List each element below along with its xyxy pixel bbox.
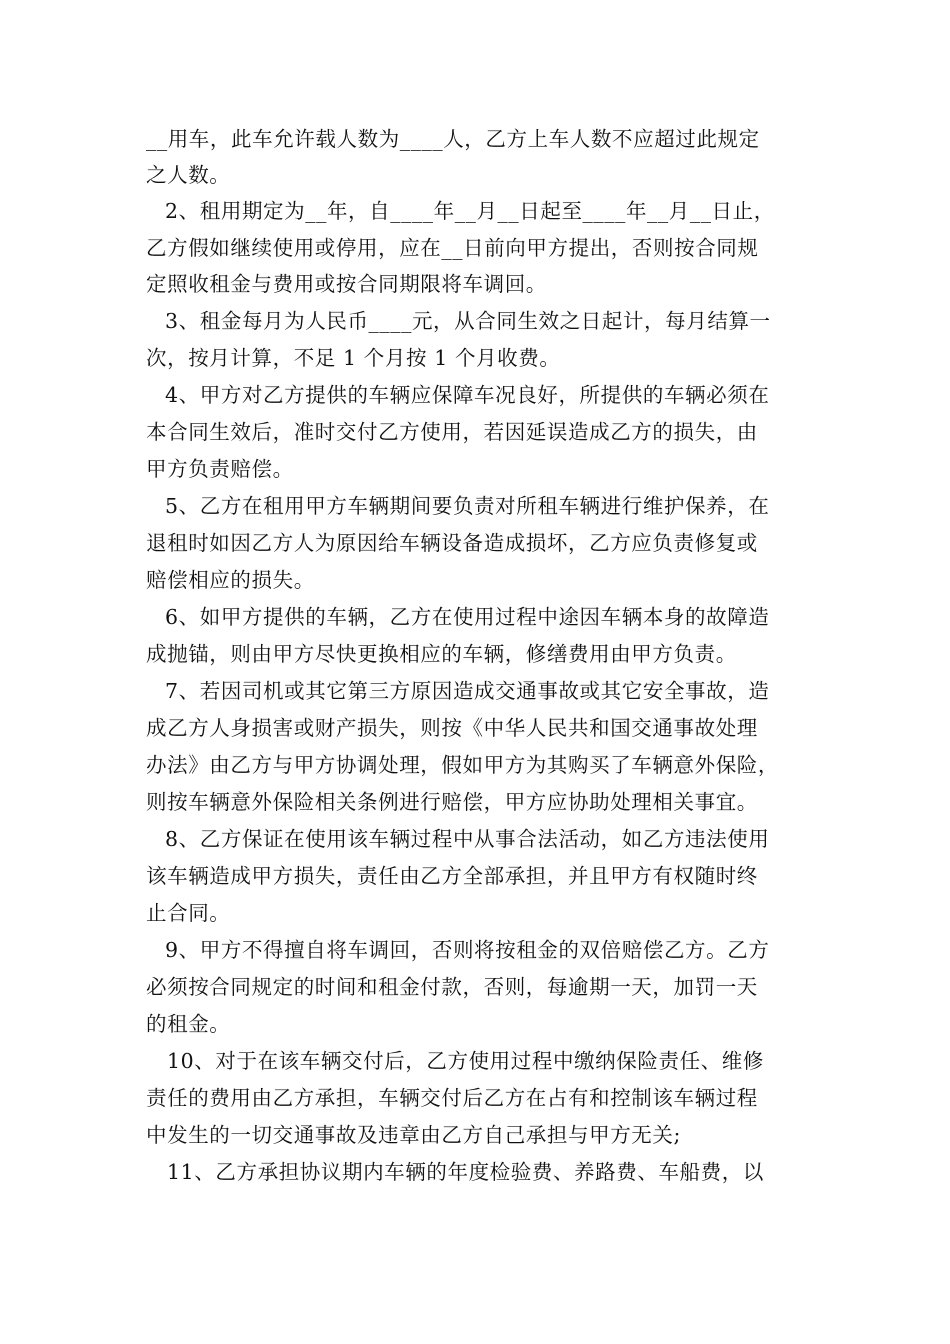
text-line: 4、甲方对乙方提供的车辆应保障车况良好，所提供的车辆必须在: [165, 383, 770, 407]
text-line: 成抛锚，则由甲方尽快更换相应的车辆，修缮费用由甲方负责。: [146, 642, 737, 666]
text-line: 退租时如因乙方人为原因给车辆设备造成损坏，乙方应负责修复或: [146, 531, 758, 555]
text-line: __用车，此车允许载人数为____人，乙方上车人数不应超过此规定: [146, 127, 760, 151]
text-line: 则按车辆意外保险相关条例进行赔偿，甲方应协助处理相关事宜。: [146, 790, 758, 814]
text-line: 9、甲方不得擅自将车调回，否则将按租金的双倍赔偿乙方。乙方: [165, 938, 770, 962]
text-line: 次，按月计算，不足 1 个月按 1 个月收费。: [146, 346, 561, 370]
text-line: 的租金。: [146, 1012, 231, 1036]
text-line: 中发生的一切交通事故及违章由乙方自己承担与甲方无关;: [146, 1123, 682, 1147]
text-line: 止合同。: [146, 901, 231, 925]
text-line: 该车辆造成甲方损失，责任由乙方全部承担，并且甲方有权随时终: [146, 864, 758, 888]
text-line: 5、乙方在租用甲方车辆期间要负责对所租车辆进行维护保养，在: [165, 494, 770, 518]
text-line: 乙方假如继续使用或停用，应在__日前向甲方提出，否则按合同规: [146, 236, 759, 260]
text-line: 11、乙方承担协议期内车辆的年度检验费、养路费、车船费，以: [167, 1160, 764, 1184]
text-line: 8、乙方保证在使用该车辆过程中从事合法活动，如乙方违法使用: [165, 827, 770, 851]
text-line: 成乙方人身损害或财产损失，则按《中华人民共和国交通事故处理: [146, 716, 758, 740]
text-line: 办法》由乙方与甲方协调处理，假如甲方为其购买了车辆意外保险，: [146, 753, 779, 777]
text-line: 必须按合同规定的时间和租金付款，否则，每逾期一天，加罚一天: [146, 975, 758, 999]
text-line: 本合同生效后，准时交付乙方使用，若因延误造成乙方的损失，由: [146, 420, 758, 444]
text-line: 3、租金每月为人民币____元，从合同生效之日起计，每月结算一: [165, 309, 771, 333]
text-line: 7、若因司机或其它第三方原因造成交通事故或其它安全事故，造: [165, 679, 770, 703]
text-line: 之人数。: [146, 163, 231, 187]
text-line: 责任的费用由乙方承担，车辆交付后乙方在占有和控制该车辆过程: [146, 1086, 758, 1110]
text-line: 10、对于在该车辆交付后，乙方使用过程中缴纳保险责任、维修: [167, 1049, 764, 1073]
text-line: 6、如甲方提供的车辆，乙方在使用过程中途因车辆本身的故障造: [165, 605, 770, 629]
text-line: 甲方负责赔偿。: [146, 457, 294, 481]
text-line: 2、租用期定为__年，自____年__月__日起至____年__月__日止，: [165, 199, 775, 223]
text-line: 赔偿相应的损失。: [146, 568, 315, 592]
text-line: 定照收租金与费用或按合同期限将车调回。: [146, 272, 547, 296]
